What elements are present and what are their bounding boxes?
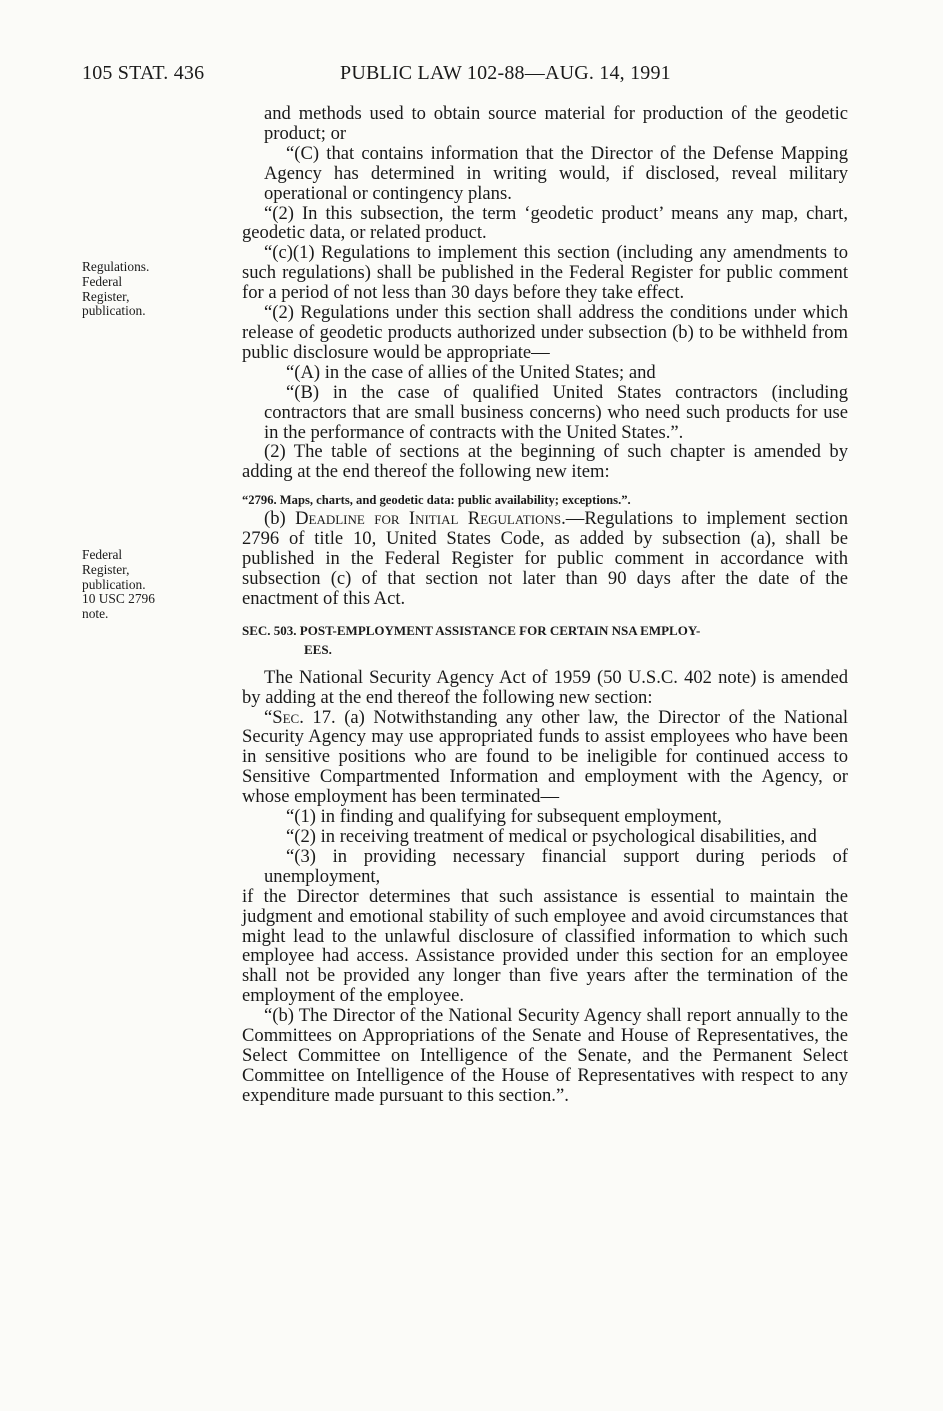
paragraph-clause-3: “(3) in providing necessary financial support during periods of unemployment, (264, 845, 848, 887)
margin-note-regulations (82, 260, 192, 319)
paragraph-deadline (242, 509, 848, 609)
paragraph-conditions: “(2) Regulations under this section shall address the conditions under which release of geodetic products authorized under subsection (b) to be withheld from public disclosure would be appropriate— (242, 302, 848, 363)
margin-note-line: Federal (82, 273, 123, 289)
paragraph-subsection-c: “(C) that contains information that the Director of the Defense Mapping Agency has determined in writing would, if disclosed, reveal military operational or contingency plans. (264, 142, 848, 204)
paragraph-table-of-sections: (2) The table of sections at the beginning of such chapter is amended by adding at the end thereof the following new item: (242, 441, 848, 483)
margin-note-line: publication. (82, 303, 146, 319)
paragraph-determination: if the Director determines that such assistance is essential to maintain the judgment and emotional stability of such employee and avoid circumstances that might lead to the unlawful disclosure of classified information to which such employee had access. Assistance provided under this section for an employee shall not be provided any longer than five years after the termination of the employment of the employee. (242, 885, 848, 1007)
margin-note-line: Regulations. (82, 259, 150, 274)
deadline-heading: Deadline for Initial Regulations. (295, 508, 566, 530)
running-head: PUBLIC LAW 102-88—AUG. 14, 1991 (340, 62, 671, 84)
margin-note-line: 10 USC 2796 (82, 591, 155, 607)
table-item-number: “2796. (242, 493, 277, 508)
margin-note-line: Register, (82, 288, 130, 304)
margin-note-federal-register (82, 548, 192, 622)
margin-note-line: note. (82, 606, 109, 622)
table-item-text: Maps, charts, and geodetic data: public availability; exceptions.”. (279, 493, 631, 508)
margin-note-line: Register, (82, 561, 130, 577)
margin-note-line: publication. (82, 576, 146, 592)
paragraph-nsa-act: The National Security Agency Act of 1959 (50 U.S.C. 402 note) is amended by adding at the end thereof the following new section: (242, 666, 848, 708)
paragraph-regulations: “(c)(1) Regulations to implement this section (including any amendments to such regulations) shall be published in the Federal Register for public comment for a period of not less than 30 days before they take effect. (242, 242, 848, 304)
paragraph-allies: “(A) in the case of allies of the United States; and (286, 361, 656, 383)
paragraph-clause-1: “(1) in finding and qualifying for subsequent employment, (286, 806, 722, 828)
body-text (242, 104, 848, 1106)
section-heading-line2: EES. (304, 641, 332, 657)
section-heading (242, 621, 848, 659)
paragraph-continuation: and methods used to obtain source material for production of the geodetic product; or (264, 103, 848, 144)
sec-17a-text: 17. (a) Notwithstanding any other law, the Director of the National Security Agency may use appropriated funds to assist employees who have been in sensitive positions who are found to be ineligible for continued access to Sensitive Compartmented Information and employment with the Agency, or whose employment has been terminated— (242, 706, 848, 808)
deadline-label: (b) (264, 508, 296, 530)
margin-note-line: Federal (82, 547, 123, 562)
paragraph-definition: “(2) In this subsection, the term ‘geodetic product’ means any map, chart, geodetic data, or related product. (242, 202, 848, 244)
paragraph-clause-2: “(2) in receiving treatment of medical or psychological disabilities, and (286, 826, 817, 847)
page-citation: 105 STAT. 436 (82, 62, 205, 84)
paragraph-sec-17a (242, 708, 848, 808)
section-heading-line1: SEC. 503. POST-EMPLOYMENT ASSISTANCE FOR CERTAIN NSA EMPLOY- (242, 622, 701, 638)
deadline-text: —Regulations to implement section 2796 of title 10, United States Code, as added by subsection (a), shall be published in the Federal Register for public comment in accordance with subsection (c) of that section not later than 90 days after the date of the enactment of this Act. (242, 508, 848, 609)
paragraph-contractors: “(B) in the case of qualified United States contractors (including contractors that are small business concerns) who need such products for use in the performance of contracts with the United States.”. (264, 381, 848, 443)
paragraph-sec-17b: “(b) The Director of the National Security Agency shall report annually to the Committees on Appropriations of the Senate and House of Representatives, the Select Committee on Intelligence of the Senate, and the Permanent Select Committee on Intelligence of the House of Representatives with respect to any expenditure made pursuant to this section.”. (242, 1005, 848, 1106)
sec-label: “Sec. (264, 706, 304, 728)
table-item (242, 491, 848, 509)
